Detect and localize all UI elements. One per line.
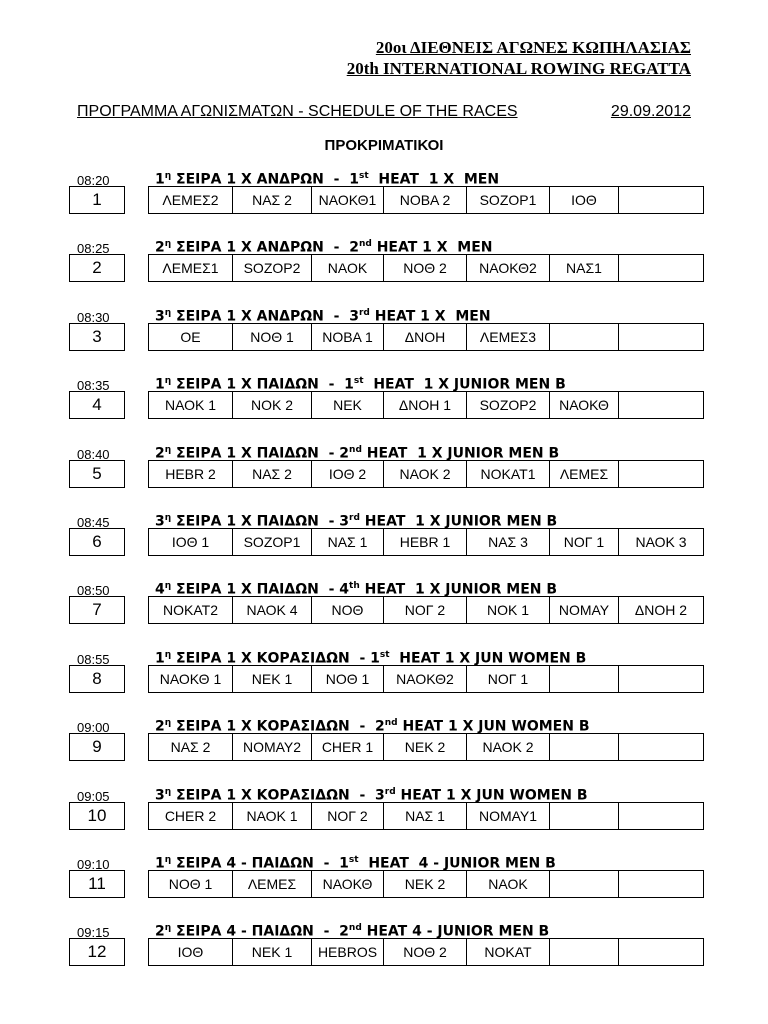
- race-title-part: η: [164, 239, 172, 250]
- race-title-part: ΣΕΙΡΑ 1 Χ ΚΟΡΑΣΙΔΩΝ -: [171, 650, 371, 667]
- race-block: [0, 173, 768, 233]
- race-title-part: η: [164, 513, 172, 523]
- race-number: 6: [69, 528, 125, 556]
- lane-cell: ΙΟΘ: [550, 187, 619, 214]
- lane-cell: ΝΕΚ 2: [384, 871, 467, 898]
- race-title-part: ΣΕΙΡΑ 1 Χ ΑΝΔΡΩΝ -: [171, 171, 350, 188]
- race-time: 08:40: [77, 446, 110, 462]
- race-title-part: ΣΕΙΡΑ 4 - ΠΑΙΔΩΝ -: [171, 855, 340, 872]
- lane-cell: ΝΟΘ: [312, 597, 384, 624]
- race-title-part: th: [349, 581, 360, 592]
- lane-cell: ΛΕΜΕΣ2: [149, 187, 233, 214]
- race-title-part: ΣΕΙΡΑ 1 Χ ΚΟΡΑΣΙΔΩΝ -: [171, 718, 376, 735]
- race-title-part: 4: [155, 582, 165, 599]
- lane-cell: ΝΟΓ 1: [550, 529, 619, 556]
- schedule-date: 29.09.2012: [610, 103, 691, 120]
- lane-table: [148, 323, 704, 351]
- race-title-part: rd: [358, 307, 370, 318]
- race-title-part: HEAT 1 X JUN WOMEN B: [395, 787, 588, 804]
- race-title-part: η: [164, 649, 172, 660]
- lane-table: [148, 528, 704, 556]
- race-title-part: nd: [348, 923, 362, 934]
- race-title-part: st: [353, 376, 364, 387]
- race-number: 4: [69, 391, 125, 419]
- lane-cell: ΝΑΟΚ 3: [619, 529, 704, 556]
- lane-cell: ΝΕΚ 2: [384, 734, 467, 761]
- race-title-part: 3: [339, 513, 350, 530]
- lane-cell: ΝΑΟΚΘ1: [312, 187, 384, 214]
- race-title-part: nd: [384, 718, 398, 729]
- race-title-part: 1: [155, 650, 165, 667]
- section-title: ΠΡΟΚΡΙΜΑΤΙΚΟΙ: [324, 137, 444, 154]
- lane-cell: [619, 939, 704, 966]
- race-title-part: 3: [155, 513, 165, 530]
- lane-cell: ΝΑΣ 2: [149, 734, 233, 761]
- lane-cell: [619, 255, 704, 282]
- race-title-part: nd: [358, 239, 372, 250]
- lane-table: [148, 596, 704, 624]
- lane-cell: ΝΑΟΚΘ2: [467, 255, 550, 282]
- event-title-greek: 20οι ΔΙΕΘΝΕΙΣ ΑΓΩΝΕΣ ΚΩΠΗΛΑΣΙΑΣ: [375, 38, 691, 57]
- lane-cell: [550, 323, 619, 350]
- lane-table: [148, 254, 704, 282]
- lane-cell: ΝΟΒΑ 2: [384, 187, 467, 214]
- lane-cell: HEBR 1: [384, 529, 467, 556]
- lane-table: [148, 186, 704, 214]
- race-title-part: HEAT 1 X JUNIOR MEN B: [363, 376, 566, 393]
- lane-cell: [550, 939, 619, 966]
- lane-cell: ΝΟΘ 1: [233, 323, 312, 350]
- lane-cell: ΝΑΟΚ 2: [384, 460, 467, 487]
- race-title-part: η: [164, 307, 172, 318]
- lane-cell: ΝΟΓ 2: [312, 802, 384, 829]
- lane-table: [148, 802, 704, 830]
- lane-table: [148, 391, 704, 419]
- race-number: 10: [69, 802, 125, 830]
- race-title-part: 3: [375, 787, 385, 804]
- race-time: 09:15: [77, 925, 110, 941]
- race-title-part: HEAT 1 X JUN WOMEN B: [389, 650, 587, 667]
- lane-cell: ΝΑΣ 1: [384, 802, 467, 829]
- lane-cell: [550, 802, 619, 829]
- lane-cell: [619, 392, 704, 419]
- lane-cell: ΝΑΟΚ: [312, 255, 384, 282]
- lane-table: [148, 733, 704, 761]
- race-block: [0, 378, 768, 438]
- lane-cell: ΟΕ: [149, 323, 233, 350]
- lane-table: [148, 665, 704, 693]
- race-title-part: st: [379, 649, 390, 660]
- lane-cell: ΝΟΚΑΤ2: [149, 597, 233, 624]
- race-title-part: 1: [349, 171, 359, 188]
- lane-cell: CHER 2: [149, 802, 233, 829]
- lane-cell: ΝΑΣ 2: [233, 460, 312, 487]
- race-title-part: 2: [155, 924, 165, 941]
- lane-cell: ΝΑΟΚ 2: [467, 734, 550, 761]
- lane-cell: ΔΝΟΗ 2: [619, 597, 704, 624]
- lane-cell: ΝΑΟΚΘ 1: [149, 665, 233, 692]
- lane-cell: SOZOP2: [233, 255, 312, 282]
- race-block: [0, 515, 768, 575]
- lane-table: [148, 938, 704, 966]
- lane-cell: ΛΕΜΕΣ1: [149, 255, 233, 282]
- lane-table: [148, 460, 704, 488]
- race-title-part: rd: [384, 786, 396, 797]
- race-title-part: 2: [155, 445, 165, 462]
- race-title-part: ΣΕΙΡΑ 1 Χ ΠΑΙΔΩΝ -: [171, 376, 345, 393]
- lane-cell: ΝΑΟΚΘ: [312, 871, 384, 898]
- race-title-part: 2: [155, 240, 165, 257]
- lane-cell: ΝΟΓ 1: [467, 665, 550, 692]
- lane-cell: ΝΑΟΚΘ: [550, 392, 619, 419]
- race-title-part: 1: [344, 376, 354, 393]
- lane-cell: ΝΟΜΑΥ: [550, 597, 619, 624]
- race-title-part: η: [164, 923, 172, 934]
- lane-row: [149, 323, 704, 350]
- race-title-part: HEAT 1 X MEN: [371, 240, 493, 257]
- lane-cell: ΝΟΚ 2: [233, 392, 312, 419]
- race-title-part: HEAT 1 X MEN: [369, 308, 491, 325]
- lane-cell: [619, 734, 704, 761]
- lane-cell: ΝΑΟΚΘ2: [384, 665, 467, 692]
- race-title-part: ΣΕΙΡΑ 1 Χ ΑΝΔΡΩΝ -: [171, 308, 350, 325]
- lane-cell: [550, 734, 619, 761]
- race-title-part: η: [164, 786, 172, 797]
- race-title-part: rd: [349, 513, 360, 523]
- race-title-part: η: [164, 376, 172, 387]
- race-title-part: 2: [339, 924, 349, 941]
- lane-row: [149, 871, 704, 898]
- race-title-part: 4: [339, 582, 350, 599]
- race-time: 09:00: [77, 720, 110, 736]
- race-title-part: ΣΕΙΡΑ 1 Χ ΚΟΡΑΣΙΔΩΝ -: [171, 787, 376, 804]
- lane-cell: [619, 460, 704, 487]
- race-title-part: 2: [339, 445, 350, 462]
- lane-row: [149, 665, 704, 692]
- lane-row: [149, 939, 704, 966]
- race-title-part: 3: [349, 308, 359, 325]
- lane-cell: ΙΟΘ 1: [149, 529, 233, 556]
- race-title-part: ΣΕΙΡΑ 1 Χ ΠΑΙΔΩΝ -: [171, 513, 340, 530]
- lane-cell: ΝΕΚ 1: [233, 665, 312, 692]
- race-number: 3: [69, 323, 125, 351]
- race-title-part: η: [164, 718, 172, 729]
- lane-cell: ΛΕΜΕΣ: [550, 460, 619, 487]
- race-number: 5: [69, 460, 125, 488]
- race-title-part: ΣΕΙΡΑ 1 Χ ΑΝΔΡΩΝ -: [171, 240, 350, 257]
- race-title-part: η: [164, 581, 172, 592]
- race-title-part: 3: [155, 308, 165, 325]
- race-time: 09:10: [77, 857, 110, 872]
- lane-cell: ΙΟΘ 2: [312, 460, 384, 487]
- race-title-part: ΣΕΙΡΑ 4 - ΠΑΙΔΩΝ -: [171, 924, 340, 941]
- race-title-part: 1: [339, 855, 349, 872]
- race-number: 1: [69, 186, 125, 214]
- lane-cell: ΝΑΣ1: [550, 255, 619, 282]
- race-title-part: 1: [155, 376, 165, 393]
- race-title-part: 1: [155, 171, 165, 188]
- lane-cell: [619, 802, 704, 829]
- lane-cell: [619, 323, 704, 350]
- lane-cell: ΔΝΟΗ: [384, 323, 467, 350]
- lane-cell: ΝΟΘ 1: [149, 871, 233, 898]
- lane-cell: ΙΟΘ: [149, 939, 233, 966]
- lane-cell: ΝΟΚ 1: [467, 597, 550, 624]
- lane-cell: ΝΑΣ 1: [312, 529, 384, 556]
- lane-row: [149, 392, 704, 419]
- schedule-heading: [77, 103, 691, 121]
- race-time: 08:35: [77, 378, 110, 394]
- race-title-part: ΣΕΙΡΑ 1 Χ ΠΑΙΔΩΝ -: [171, 582, 340, 599]
- race-number: 7: [69, 596, 125, 624]
- race-block: [0, 649, 768, 712]
- race-title-part: HEAT 1 X JUNIOR MEN B: [359, 582, 558, 599]
- race-title-part: 1: [370, 650, 380, 667]
- lane-cell: SOZOP2: [467, 392, 550, 419]
- race-title-part: η: [164, 855, 172, 865]
- race-title-part: HEAT 1 X MEN: [368, 171, 500, 188]
- lane-cell: ΝΑΟΚ 1: [149, 392, 233, 419]
- race-block: [0, 307, 768, 370]
- lane-table: [148, 870, 704, 898]
- lane-cell: CHER 1: [312, 734, 384, 761]
- race-block: [0, 786, 768, 849]
- race-block: [0, 857, 768, 917]
- race-time: 09:05: [77, 788, 110, 804]
- event-title-english: 20th INTERNATIONAL ROWING REGATTA: [346, 59, 691, 78]
- lane-cell: ΔΝΟΗ 1: [384, 392, 467, 419]
- race-title-part: 2: [349, 240, 359, 257]
- race-time: 08:25: [77, 241, 110, 257]
- lane-cell: [550, 665, 619, 692]
- lane-row: [149, 187, 704, 214]
- race-title-part: nd: [349, 444, 362, 455]
- race-title-part: 2: [375, 718, 385, 735]
- lane-cell: ΝΕΚ: [312, 392, 384, 419]
- lane-row: [149, 529, 704, 556]
- lane-row: [149, 597, 704, 624]
- race-title-part: HEAT 4 - JUNIOR MEN B: [358, 855, 556, 872]
- race-title-part: 2: [155, 718, 165, 735]
- lane-row: [149, 460, 704, 487]
- lane-cell: ΛΕΜΕΣ: [233, 871, 312, 898]
- lane-cell: ΝΑΣ 2: [233, 187, 312, 214]
- lane-cell: SOZOP1: [233, 529, 312, 556]
- lane-cell: ΝΟΘ 2: [384, 255, 467, 282]
- lane-cell: ΝΑΟΚ: [467, 871, 550, 898]
- lane-cell: [619, 871, 704, 898]
- lane-cell: ΝΟΜΑΥ1: [467, 802, 550, 829]
- schedule-title: ΠΡΟΓΡΑΜΜΑ ΑΓΩΝΙΣΜΑΤΩΝ - SCHEDULE OF THE RACES: [77, 103, 518, 120]
- lane-cell: ΝΟΚΑΤ: [467, 939, 550, 966]
- race-title-part: η: [164, 444, 172, 455]
- race-title-part: HEAT 1 X JUNIOR MEN B: [361, 445, 560, 462]
- race-title-part: HEAT 1 X JUN WOMEN B: [397, 718, 590, 735]
- lane-cell: ΝΟΘ 2: [384, 939, 467, 966]
- race-title-part: ΣΕΙΡΑ 1 Χ ΠΑΙΔΩΝ -: [171, 445, 340, 462]
- race-number: 2: [69, 254, 125, 282]
- race-title-part: st: [348, 855, 359, 865]
- race-title-part: 1: [155, 855, 165, 872]
- race-title-part: HEAT 1 X JUNIOR MEN B: [359, 513, 558, 530]
- lane-cell: ΝΕΚ 1: [233, 939, 312, 966]
- race-time: 08:50: [77, 583, 110, 599]
- race-title-part: η: [164, 171, 172, 181]
- lane-cell: ΛΕΜΕΣ3: [467, 323, 550, 350]
- lane-cell: [619, 665, 704, 692]
- race-block: [0, 583, 768, 643]
- race-number: 12: [69, 938, 125, 966]
- lane-cell: ΝΑΟΚ 4: [233, 597, 312, 624]
- lane-cell: SOZOP1: [467, 187, 550, 214]
- lane-row: [149, 802, 704, 829]
- race-title-part: 3: [155, 787, 165, 804]
- race-block: [0, 720, 768, 780]
- lane-cell: [619, 187, 704, 214]
- lane-cell: HEBROS: [312, 939, 384, 966]
- lane-cell: ΝΟΜΑΥ2: [233, 734, 312, 761]
- lane-cell: ΝΟΒΑ 1: [312, 323, 384, 350]
- race-block: [0, 444, 768, 507]
- race-number: 8: [69, 665, 125, 693]
- race-block: [0, 241, 768, 301]
- lane-row: [149, 734, 704, 761]
- race-number: 9: [69, 733, 125, 761]
- lane-cell: ΝΑΣ 3: [467, 529, 550, 556]
- lane-cell: HEBR 2: [149, 460, 233, 487]
- lane-cell: ΝΟΚΑΤ1: [467, 460, 550, 487]
- race-time: 08:30: [77, 309, 110, 325]
- lane-cell: ΝΟΘ 1: [312, 665, 384, 692]
- race-title-part: HEAT 4 - JUNIOR MEN B: [361, 924, 550, 941]
- lane-cell: [550, 871, 619, 898]
- race-block: [0, 925, 768, 985]
- lane-row: [149, 255, 704, 282]
- race-title-part: st: [358, 171, 369, 181]
- race-time: 08:55: [77, 651, 110, 667]
- lane-cell: ΝΟΓ 2: [384, 597, 467, 624]
- lane-cell: ΝΑΟΚ 1: [233, 802, 312, 829]
- race-time: 08:20: [77, 173, 110, 188]
- race-number: 11: [69, 870, 125, 898]
- race-time: 08:45: [77, 515, 110, 530]
